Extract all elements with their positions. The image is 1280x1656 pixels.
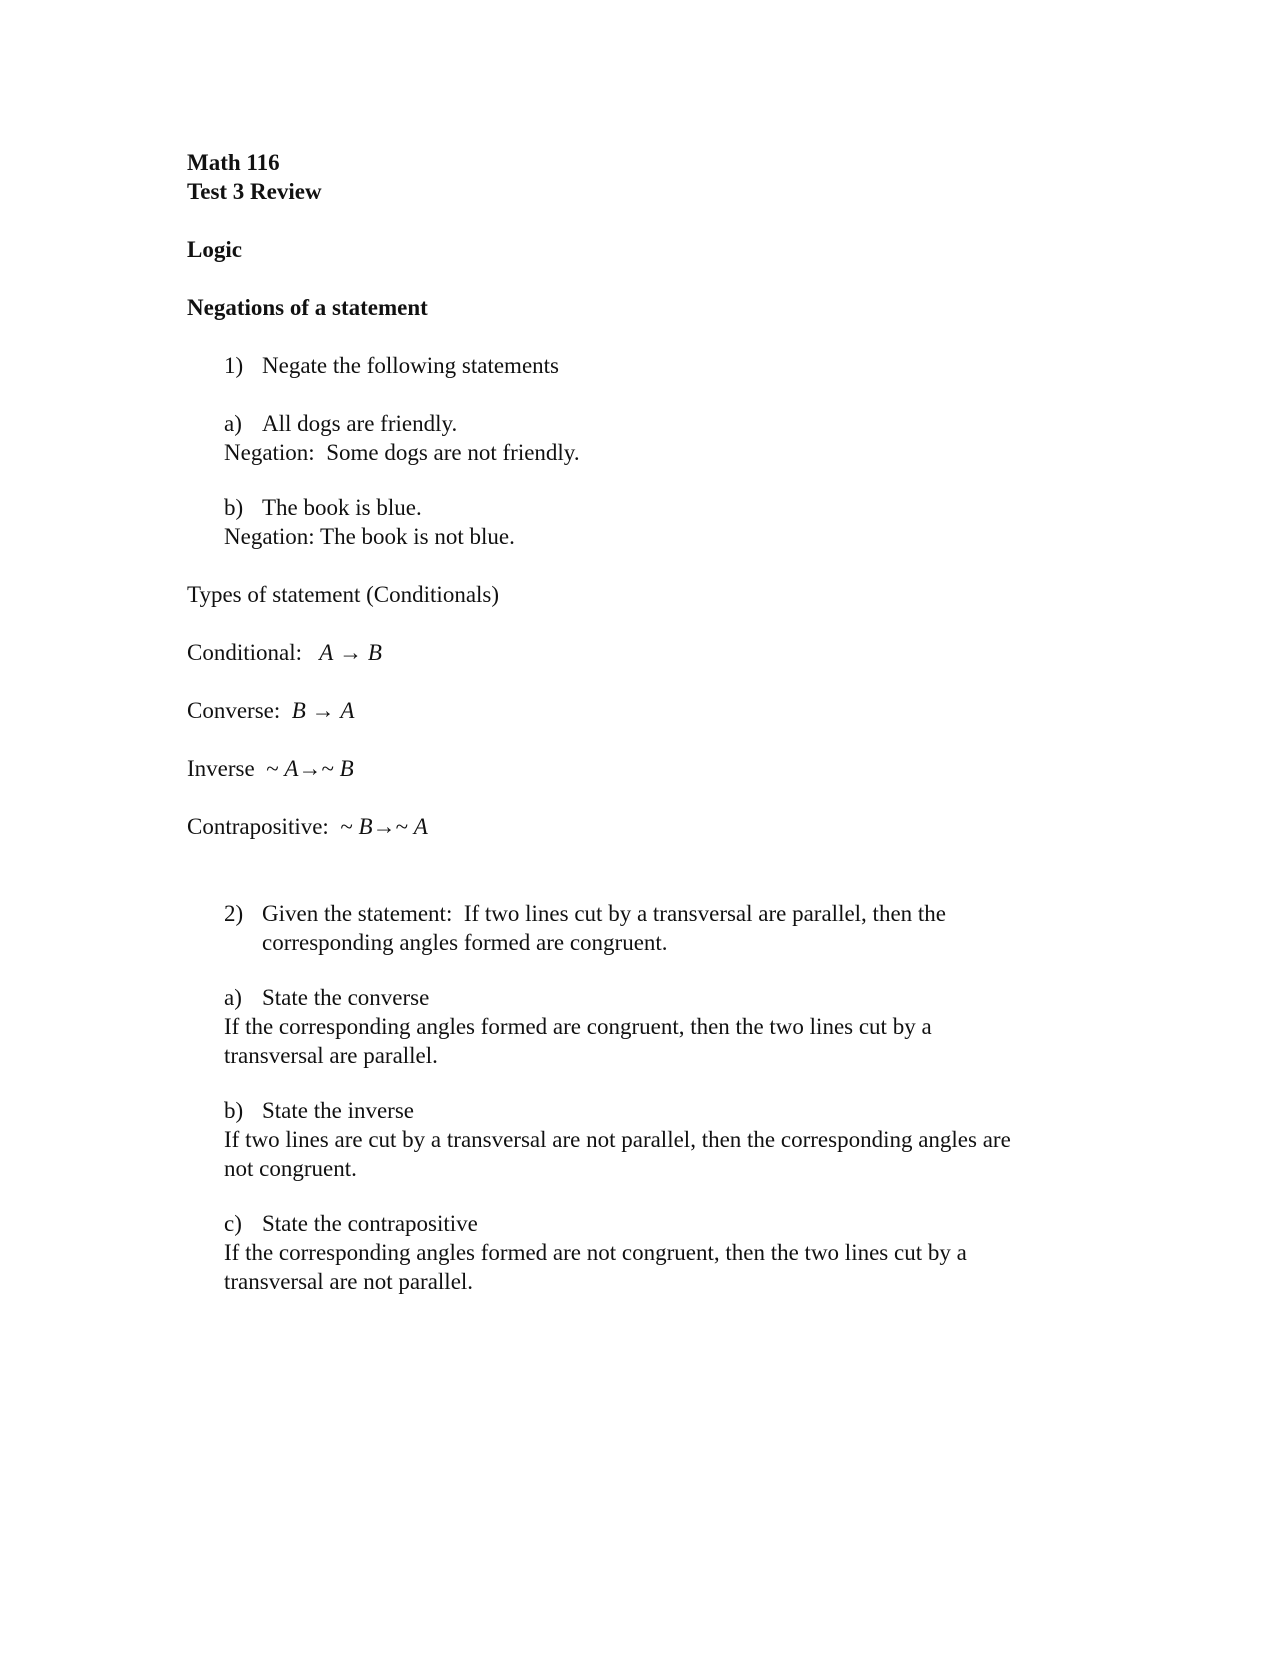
arrow-not-symbol: →~ [298, 756, 334, 781]
q1-part-a [224, 409, 1087, 467]
var-a: A [413, 814, 428, 839]
part-prompt: State the inverse [262, 1098, 415, 1123]
answer-line-1: If the corresponding angles formed are congruent, then the two lines cut by a [224, 1014, 932, 1039]
contrapositive-line [187, 812, 1087, 841]
part-negation: Negation: The book is not blue. [224, 524, 515, 549]
question-number: 1) [224, 353, 244, 378]
question-prompt: Negate the following statements [262, 353, 560, 378]
conditional-label: Conditional: [187, 640, 302, 665]
part-prompt: State the contrapositive [262, 1211, 478, 1236]
subsection-heading: Negations of a statement [187, 295, 428, 320]
converse-label: Converse: [187, 698, 281, 723]
var-a: A [284, 756, 299, 781]
section-heading: Logic [187, 237, 242, 262]
types-heading: Types of statement (Conditionals) [187, 582, 500, 607]
q2-part-a [224, 983, 1087, 1070]
var-a: A [340, 698, 355, 723]
answer-line-1: If two lines are cut by a transversal are not parallel, then the corresponding angles are [224, 1127, 1011, 1152]
course-title: Math 116 [187, 150, 280, 175]
tilde-symbol: ~ [266, 756, 279, 781]
arrow-symbol: → [339, 640, 363, 665]
arrow-symbol: → [311, 698, 335, 723]
q1-part-b [224, 493, 1087, 551]
answer-line-1: If the corresponding angles formed are not congruent, then the two lines cut by a [224, 1240, 967, 1265]
conditional-line [187, 638, 1087, 667]
answer-line-2: transversal are parallel. [224, 1043, 438, 1068]
arrow-not-symbol: →~ [372, 814, 409, 839]
q2-part-c [224, 1209, 1087, 1296]
part-statement: All dogs are friendly. [262, 411, 458, 436]
given-line-1: Given the statement: If two lines cut by a transversal are parallel, then the [262, 901, 947, 926]
var-b: B [367, 640, 382, 665]
part-label: b) [224, 1098, 244, 1123]
converse-line [187, 696, 1087, 725]
question-2 [224, 899, 1087, 957]
part-label: b) [224, 495, 244, 520]
var-b: B [339, 756, 354, 781]
var-a: A [319, 640, 334, 665]
part-prompt: State the converse [262, 985, 430, 1010]
document-title: Test 3 Review [187, 179, 322, 204]
tilde-symbol: ~ [340, 814, 353, 839]
given-line-2: corresponding angles formed are congruent. [262, 930, 668, 955]
question-number: 2) [224, 901, 244, 926]
inverse-label: Inverse [187, 756, 255, 781]
answer-line-2: not congruent. [224, 1156, 357, 1181]
part-label: a) [224, 411, 242, 436]
answer-line-2: transversal are not parallel. [224, 1269, 474, 1294]
inverse-line [187, 754, 1087, 783]
part-statement: The book is blue. [262, 495, 422, 520]
q2-part-b [224, 1096, 1087, 1183]
part-label: c) [224, 1211, 242, 1236]
question-1 [224, 351, 1087, 380]
var-b: B [291, 698, 306, 723]
part-negation: Negation: Some dogs are not friendly. [224, 440, 580, 465]
contrapositive-label: Contrapositive: [187, 814, 329, 839]
var-b: B [358, 814, 373, 839]
part-label: a) [224, 985, 242, 1010]
document-page [187, 148, 1087, 1296]
